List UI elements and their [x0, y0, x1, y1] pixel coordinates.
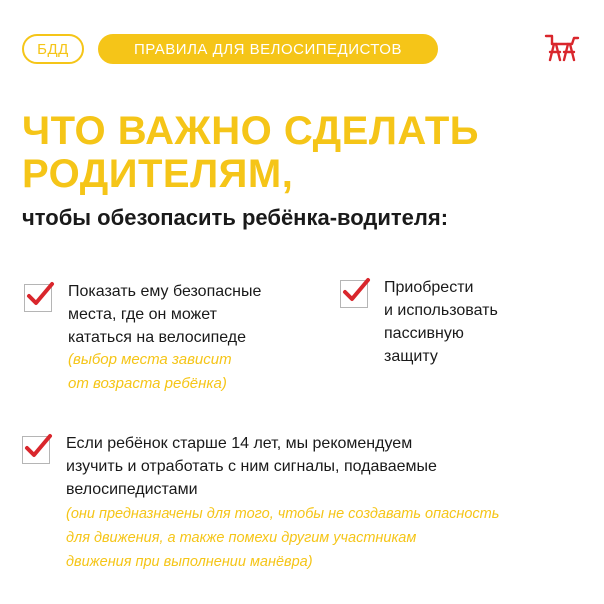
- checkbox-1: [24, 284, 52, 312]
- item-2-line: пассивную: [384, 325, 464, 342]
- item-1-line: кататься на велосипеде: [68, 329, 247, 346]
- checkmark-icon: [340, 274, 372, 306]
- item-3-text: [66, 432, 437, 501]
- item-1-note: [68, 348, 232, 396]
- item-3-line: Если ребёнок старше 14 лет, мы рекомендуем: [66, 435, 413, 452]
- subheadline: чтобы обезопасить ребёнка-водителя:: [22, 205, 449, 230]
- headline-line-2: РОДИТЕЛЯМ,: [22, 152, 294, 196]
- tag-bdd: БДД: [22, 34, 84, 64]
- checkbox-2: [340, 280, 368, 308]
- item-3-line: велосипедистами: [66, 481, 198, 498]
- item-1-line: Показать ему безопасные: [68, 283, 262, 300]
- item-3-note: [66, 502, 499, 574]
- checkmark-icon: [24, 278, 56, 310]
- item-1-line: места, где он может: [68, 306, 217, 323]
- item-1-note-line: (выбор места зависит: [68, 351, 232, 368]
- item-3-note-line: движения при выполнении манёвра): [66, 554, 313, 570]
- checkbox-3: [22, 436, 50, 464]
- item-1-note-line: от возраста ребёнка): [68, 375, 227, 392]
- item-2-line: защиту: [384, 348, 438, 365]
- item-2-line: Приобрести: [384, 279, 474, 296]
- chair-horse-logo-icon: [540, 28, 580, 64]
- tag-rules-for-cyclists: ПРАВИЛА ДЛЯ ВЕЛОСИПЕДИСТОВ: [98, 34, 438, 64]
- checkmark-icon: [22, 430, 54, 462]
- item-3-note-line: (они предназначены для того, чтобы не создавать опасность: [66, 506, 500, 522]
- item-1-text: [68, 280, 261, 349]
- item-2-line: и использовать: [384, 302, 498, 319]
- item-2-text: [384, 276, 498, 368]
- item-3-note-line: для движения, а также помехи другим участникам: [66, 530, 417, 546]
- item-3-line: изучить и отработать с ним сигналы, подаваемые: [66, 458, 437, 475]
- headline-line-1: ЧТО ВАЖНО СДЕЛАТЬ: [22, 109, 479, 153]
- headline: [22, 110, 479, 196]
